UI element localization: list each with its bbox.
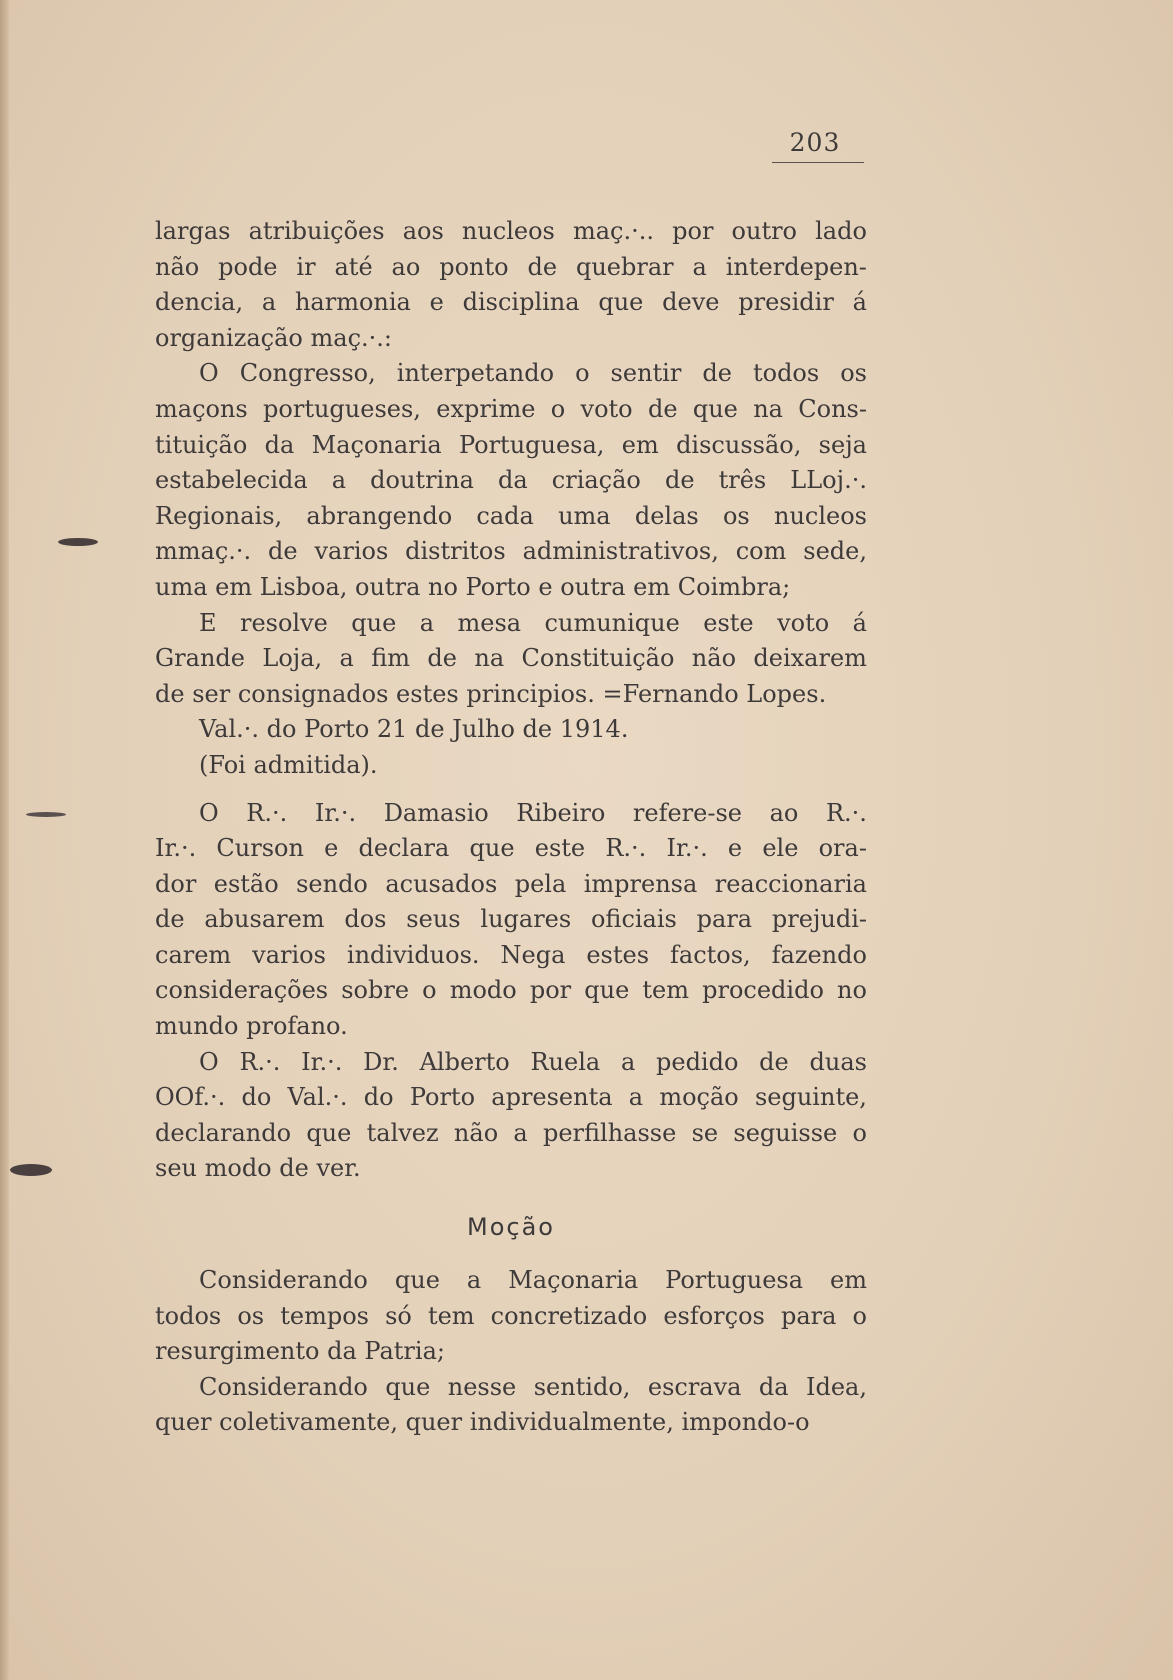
word: perfilhasse: [542, 1118, 677, 1147]
word: na: [753, 394, 783, 423]
word: Portuguesa: [665, 1266, 804, 1295]
text-line: Val.·. do Porto 21 de Julho de 1914.: [199, 715, 629, 744]
text-line: [155, 285, 867, 321]
word: á: [852, 288, 867, 317]
word: R.·.: [605, 834, 647, 863]
motion-paragraphs: [155, 1263, 867, 1441]
word: a: [628, 1083, 644, 1112]
word: harmonia: [294, 288, 411, 317]
text-line: [155, 1045, 867, 1081]
word: por: [529, 976, 572, 1005]
word: disciplina: [462, 288, 580, 317]
word: Porto: [409, 1083, 476, 1112]
word: voto: [777, 608, 830, 637]
paragraph: [155, 606, 867, 713]
word: todos: [155, 1301, 222, 1330]
word: o: [422, 976, 437, 1005]
word: os: [722, 501, 750, 530]
word: para: [696, 905, 753, 934]
word: reaccionaria: [714, 869, 867, 898]
word: cada: [476, 501, 534, 530]
paragraph: [155, 214, 867, 356]
word: nucleos: [774, 501, 867, 530]
word: largas: [155, 217, 231, 245]
text-line: organização maç.·.:: [155, 323, 392, 352]
word: de: [702, 359, 732, 388]
word: doutrina: [370, 466, 474, 495]
word: que: [306, 1118, 352, 1147]
word: quebrar: [575, 252, 674, 281]
word: Damasio: [383, 798, 489, 827]
word: esforços: [663, 1301, 765, 1330]
paragraph: [155, 1045, 867, 1187]
word: procedido: [702, 976, 824, 1005]
word: abrangendo: [306, 501, 453, 530]
word: a: [692, 252, 707, 281]
word: Considerando: [199, 1372, 368, 1401]
word: nucleos: [461, 217, 555, 245]
text-line: [155, 641, 867, 677]
text-line: [155, 392, 867, 428]
word: com: [735, 537, 787, 566]
word: portugueses,: [263, 394, 421, 423]
text-line: [155, 356, 867, 392]
text-line: [155, 867, 867, 903]
word: Cons-: [798, 394, 867, 423]
word: este: [703, 608, 754, 637]
word: sentir: [610, 359, 682, 388]
word: maç.·..: [572, 217, 655, 245]
word: fim: [371, 644, 410, 673]
text-line: seu modo de ver.: [155, 1154, 361, 1183]
word: varios: [314, 537, 389, 566]
word: moção: [659, 1083, 739, 1112]
text-line: [155, 831, 867, 867]
word: presidir: [738, 288, 834, 317]
word: em: [830, 1266, 867, 1295]
word: Curson: [216, 834, 304, 863]
word: a: [620, 1047, 636, 1076]
word: estão: [213, 869, 279, 898]
word: a: [261, 288, 277, 317]
word: sede,: [803, 537, 867, 566]
word: seguinte,: [754, 1083, 867, 1112]
word: deve: [662, 288, 720, 317]
word: talvez: [366, 1118, 439, 1147]
paragraph: [155, 796, 867, 1045]
word: ponto: [439, 252, 509, 281]
word: tituição: [155, 430, 248, 459]
text-line: [155, 499, 867, 535]
margin-ink-mark: [10, 1164, 52, 1176]
word: escrava: [647, 1372, 742, 1401]
word: o: [852, 1301, 867, 1330]
word: para: [780, 1301, 837, 1330]
word: Constituição: [521, 644, 675, 673]
text-line: quer coletivamente, quer individualmente, impondo-o: [155, 1408, 810, 1437]
word: que: [469, 834, 515, 863]
word: imprensa: [583, 869, 698, 898]
page-number: 203: [789, 128, 841, 157]
margin-ink-mark: [58, 538, 98, 546]
word: Idea,: [805, 1372, 867, 1401]
word: discussão,: [676, 430, 802, 459]
word: pela: [514, 869, 567, 898]
word: por: [672, 217, 714, 245]
word: abusarem: [204, 905, 325, 934]
text-line: (Foi admitida).: [199, 750, 378, 779]
text-line: [155, 938, 867, 974]
word: a: [466, 1266, 482, 1295]
word: de: [527, 252, 558, 281]
word: os: [840, 359, 867, 388]
word: até: [334, 252, 373, 281]
word: R.·.: [825, 798, 867, 827]
motion-heading: Moção: [467, 1213, 555, 1242]
word: de: [647, 394, 678, 423]
word: de: [427, 644, 457, 673]
word: e: [727, 834, 743, 863]
word: ao: [391, 252, 421, 281]
word: a: [419, 608, 435, 637]
word: não: [691, 644, 737, 673]
word: lugares: [480, 905, 572, 934]
word: R.·.: [246, 798, 288, 827]
word: que: [394, 1266, 440, 1295]
paragraph-gap: [155, 784, 867, 796]
text-line: [155, 1370, 867, 1406]
word: ora-: [818, 834, 867, 863]
word: este: [534, 834, 586, 863]
word: estes: [586, 940, 650, 969]
word: OOf.·.: [155, 1083, 226, 1112]
word: Ir.·.: [301, 1047, 343, 1076]
word: Dr.: [363, 1047, 399, 1076]
word: e: [324, 834, 339, 863]
word: delas: [634, 501, 699, 530]
word: se: [691, 1118, 719, 1147]
word: dos: [344, 905, 387, 934]
text-line: [155, 534, 867, 570]
word: tem: [642, 976, 689, 1005]
word: acusados: [385, 869, 498, 898]
word: Grande: [155, 644, 245, 673]
page-number-rule: [772, 162, 864, 163]
word: carem: [155, 940, 232, 969]
word: interdepen-: [725, 252, 867, 281]
word: o: [575, 359, 590, 388]
word: atribuições: [248, 217, 385, 245]
word: sobre: [341, 976, 410, 1005]
word: declarando: [155, 1118, 292, 1147]
text-line: mundo profano.: [155, 1012, 348, 1041]
word: que: [385, 1372, 431, 1401]
word: seja: [818, 430, 867, 459]
text-line: [155, 463, 867, 499]
paragraph: [155, 1370, 867, 1441]
word: concretizado: [490, 1301, 648, 1330]
word: que: [351, 608, 397, 637]
word: no: [837, 976, 867, 1005]
word: mmaç.·.: [155, 537, 252, 566]
paragraph: [155, 356, 867, 605]
text-line: [155, 250, 867, 286]
word: distritos: [405, 537, 506, 566]
word: aos: [402, 217, 444, 245]
word: considerações: [155, 976, 329, 1005]
word: interpetando: [396, 359, 555, 388]
word: pode: [218, 252, 278, 281]
text-line: resurgimento da Patria;: [155, 1337, 445, 1366]
paragraph: [155, 748, 867, 784]
text-line: [155, 1299, 867, 1335]
word: seguisse: [733, 1118, 838, 1147]
word: tempos: [280, 1301, 369, 1330]
word: pedido: [656, 1047, 739, 1076]
main-paragraphs: [155, 214, 867, 1187]
word: de: [155, 905, 185, 934]
word: a: [513, 1118, 528, 1147]
word: mesa: [457, 608, 522, 637]
word: dor: [155, 869, 197, 898]
word: não: [155, 252, 200, 281]
word: Ir.·.: [666, 834, 708, 863]
word: não: [453, 1118, 499, 1147]
body-text: [155, 214, 867, 1441]
text-line: [155, 1080, 867, 1116]
word: de: [268, 537, 298, 566]
word: Considerando: [199, 1266, 368, 1295]
word: de: [664, 466, 695, 495]
paragraph: [155, 712, 867, 748]
word: do: [363, 1083, 394, 1112]
word: fazendo: [771, 940, 867, 969]
word: a: [339, 644, 354, 673]
word: Maçonaria: [508, 1266, 639, 1295]
word: O: [199, 1047, 219, 1076]
word: sentido,: [533, 1372, 631, 1401]
word: R.·.: [239, 1047, 281, 1076]
word: da: [498, 466, 528, 495]
word: lado: [815, 217, 867, 245]
word: apresenta: [491, 1083, 613, 1112]
word: do: [241, 1083, 272, 1112]
word: O: [199, 359, 219, 388]
word: administrativos,: [522, 537, 719, 566]
word: outro: [731, 217, 798, 245]
word: o: [550, 394, 566, 423]
word: tem: [427, 1301, 475, 1330]
word: varios: [252, 940, 326, 969]
text-line: uma em Lisboa, outra no Porto e outra em Coimbra;: [155, 572, 791, 601]
word: em: [621, 430, 659, 459]
word: deixarem: [753, 644, 867, 673]
margin-ink-mark: [26, 812, 66, 817]
word: duas: [809, 1047, 867, 1076]
word: LLoj.·.: [790, 466, 867, 495]
text-line: [155, 214, 867, 250]
word: e: [429, 288, 444, 317]
word: que: [598, 288, 644, 317]
word: oficiais: [590, 905, 677, 934]
word: maçons: [155, 394, 248, 423]
word: á: [852, 608, 867, 637]
word: que: [584, 976, 630, 1005]
word: modo: [449, 976, 517, 1005]
word: Ribeiro: [516, 798, 606, 827]
word: ao: [769, 798, 799, 827]
word: só: [385, 1301, 412, 1330]
word: individuos.: [346, 940, 480, 969]
word: uma: [558, 501, 611, 530]
text-line: [155, 973, 867, 1009]
word: Nega: [500, 940, 566, 969]
word: estabelecida: [155, 466, 308, 495]
word: cumunique: [544, 608, 680, 637]
word: prejudi-: [771, 905, 867, 934]
word: voto: [580, 394, 633, 423]
word: o: [852, 1118, 867, 1147]
word: da: [758, 1372, 789, 1401]
word: E: [199, 608, 217, 637]
word: Val.·.: [287, 1083, 348, 1112]
word: Alberto: [419, 1047, 510, 1076]
word: a: [331, 466, 347, 495]
text-line: [155, 902, 867, 938]
word: O: [199, 798, 219, 827]
word: da: [264, 430, 295, 459]
word: Regionais,: [155, 501, 283, 530]
word: refere-se: [632, 798, 742, 827]
word: Loja,: [262, 644, 323, 673]
text-line: de ser consignados estes principios. =Fernando Lopes.: [155, 679, 827, 708]
text-line: [155, 606, 867, 642]
word: todos: [752, 359, 820, 388]
text-line: [155, 1263, 867, 1299]
text-line: [155, 796, 867, 832]
word: que: [692, 394, 738, 423]
word: resolve: [239, 608, 328, 637]
word: na: [474, 644, 505, 673]
word: declara: [358, 834, 450, 863]
word: Maçonaria: [311, 430, 442, 459]
word: três: [718, 466, 767, 495]
word: os: [237, 1301, 265, 1330]
word: Ir.·.: [155, 834, 197, 863]
page-spine-edge: [0, 0, 9, 1680]
word: Ruela: [530, 1047, 601, 1076]
word: seus: [406, 905, 461, 934]
word: nesse: [447, 1372, 517, 1401]
word: dencia,: [155, 288, 244, 317]
paragraph: [155, 1263, 867, 1370]
word: factos,: [670, 940, 751, 969]
word: sendo: [296, 869, 368, 898]
word: Ir.·.: [314, 798, 357, 827]
word: criação: [551, 466, 641, 495]
word: ir: [296, 252, 316, 281]
word: ele: [762, 834, 799, 863]
word: Portuguesa,: [458, 430, 605, 459]
word: exprime: [436, 394, 536, 423]
text-line: [155, 1116, 867, 1152]
word: de: [759, 1047, 789, 1076]
word: Congresso,: [239, 359, 376, 388]
text-line: [155, 428, 867, 464]
